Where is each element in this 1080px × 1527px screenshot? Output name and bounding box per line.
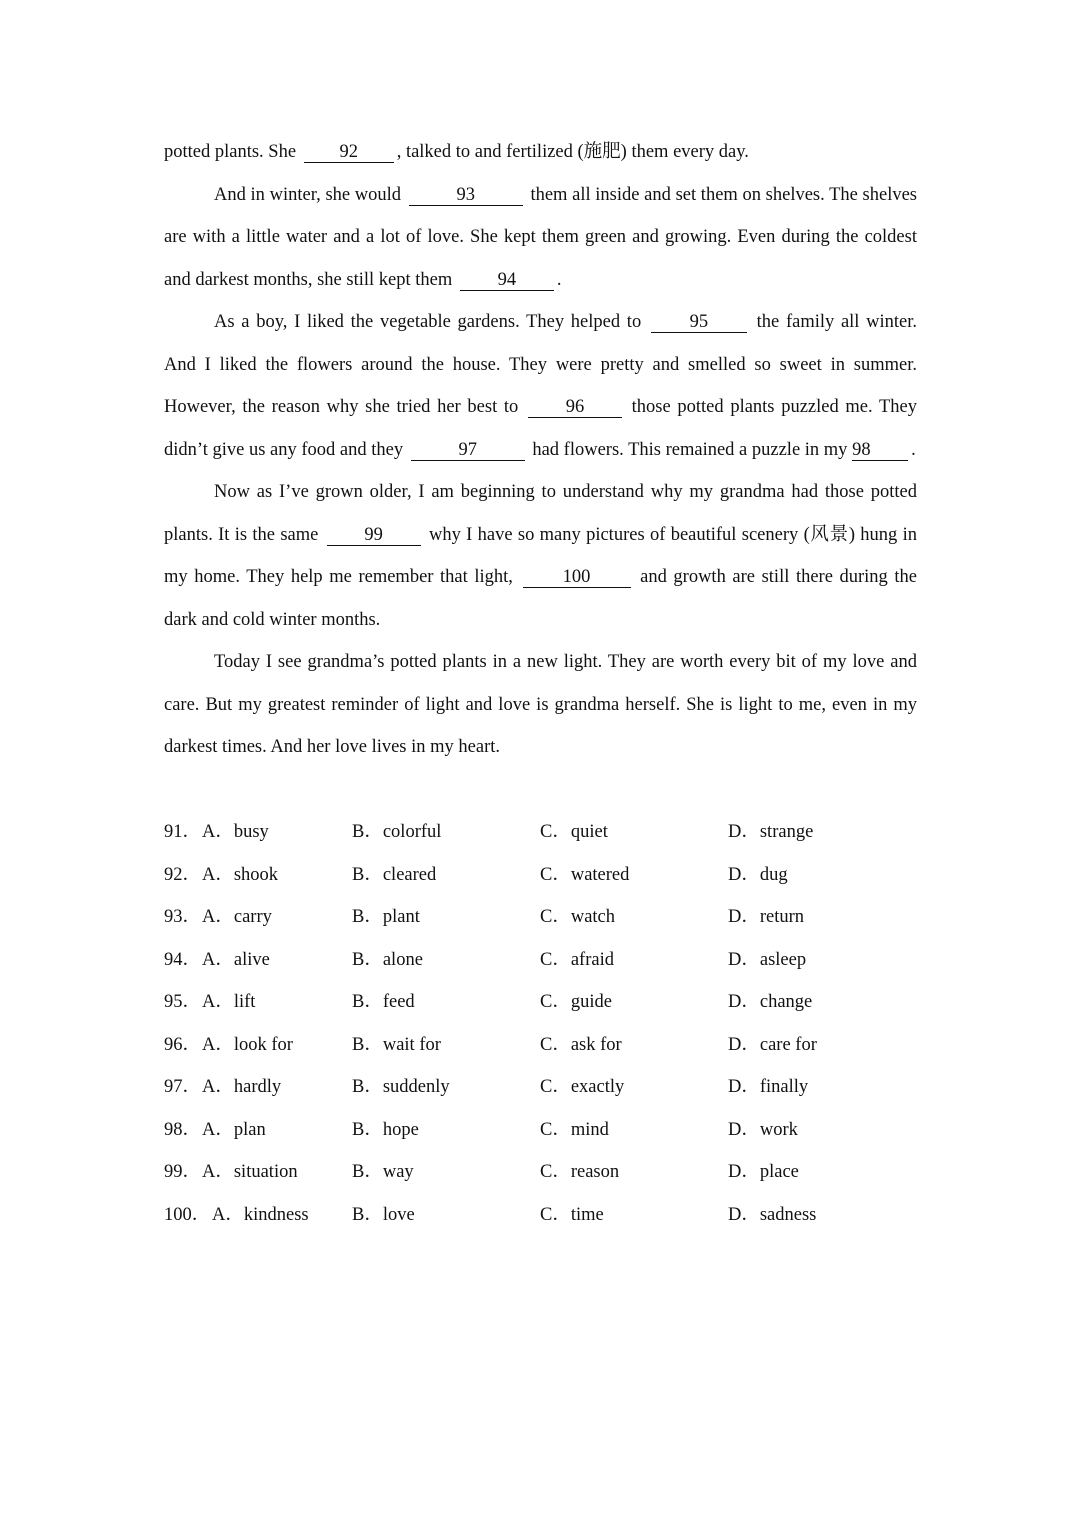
paragraph-text: had flowers. This remained a puzzle in my [532,439,848,460]
option-b: B．suddenly [352,1077,450,1097]
blank-98: 98 [852,440,908,461]
option-c: C．time [540,1204,604,1225]
option-a: A．kindness [212,1204,309,1225]
question-number: 91． [164,822,202,842]
question-row-92 [164,854,924,897]
option-d: D．finally [728,1077,809,1097]
paragraph-text: Today I see grandma’s potted plants in a new light. They are worth every bit of my love and care. But my greatest reminder of light and love is grandma herself. She is light to me, even in my darkest times. And her love lives in my heart. [164,652,917,757]
blank-100: 100 [523,567,631,588]
blank-93: 93 [409,185,523,206]
question-row-91 [164,811,924,854]
question-row-96 [164,1024,924,1067]
option-a: A．lift [202,992,256,1012]
option-c: C．mind [540,1119,609,1140]
option-c: C．reason [540,1162,620,1182]
option-b: B．hope [352,1119,419,1140]
question-number: 100． [164,1204,211,1225]
paragraph-text: them all inside and set them on shelves. The shelves are with a little water and a lot of love. She kept them green and growing. Even during the coldest and darkest months, she still kept them [164,184,918,290]
option-c: C．ask for [540,1034,622,1055]
paragraph-text: . [556,269,562,290]
option-d: D．return [728,907,805,927]
blank-99: 99 [327,525,421,546]
option-a: A．busy [202,822,269,842]
blank-96: 96 [528,397,622,418]
blank-92: 92 [304,142,394,163]
option-c: C．quiet [540,822,608,842]
question-row-94 [164,939,924,982]
option-a: A．hardly [202,1077,282,1097]
option-a: A．plan [202,1119,266,1140]
paragraph-text: and growth are still there during the dark and cold winter months. [164,567,917,630]
reading-passage [164,131,917,769]
option-a: A．carry [202,907,272,927]
option-c: C．afraid [540,949,614,970]
paragraph-5 [164,641,917,769]
answer-options [164,811,924,1236]
paragraph-text: . [911,439,916,460]
paragraph-text: potted plants. She [164,142,297,162]
paragraph-text: the family all winter. And I liked the flowers around the house. They were pretty and smelled so sweet in summer. However, the reason why she tried her best to [164,312,918,417]
option-b: B．alone [352,949,423,970]
blank-94: 94 [460,270,554,291]
option-c: C．guide [540,992,612,1012]
question-number: 99． [164,1162,202,1182]
option-d: D．asleep [728,949,807,970]
question-number: 96． [164,1034,202,1055]
question-row-97 [164,1066,924,1109]
option-a: A．shook [202,864,279,885]
question-number: 94． [164,949,202,970]
paragraph-text: And in winter, she would [214,184,402,205]
question-row-100 [164,1194,924,1237]
option-d: D．work [728,1119,798,1140]
paragraph-4 [164,471,917,641]
paragraph-3 [164,301,917,471]
option-b: B．cleared [352,864,437,885]
question-row-95 [164,981,924,1024]
option-c: C．watch [540,907,616,927]
question-number: 98． [164,1119,202,1140]
blank-97: 97 [411,440,525,461]
option-a: A．alive [202,949,270,970]
option-d: D．dug [728,864,788,885]
paragraph-text: , talked to and fertilized (施肥) them every day. [396,142,749,162]
option-b: B．love [352,1204,415,1225]
option-d: D．sadness [728,1204,817,1225]
paragraph-text: Now as I’ve grown older, I am beginning to understand why my grandma had those potted plants. It is the same [164,482,917,545]
option-b: B．colorful [352,822,442,842]
option-b: B．wait for [352,1034,441,1055]
option-b: B．feed [352,992,415,1012]
option-d: D．place [728,1162,799,1182]
paragraph-2 [164,174,917,302]
question-number: 92． [164,864,202,885]
question-row-93 [164,896,924,939]
option-c: C．exactly [540,1077,625,1097]
option-c: C．watered [540,864,630,885]
option-a: A．situation [202,1162,298,1182]
paragraph-text: As a boy, I liked the vegetable gardens. They helped to [214,312,642,332]
option-b: B．plant [352,907,420,927]
option-d: D．care for [728,1034,817,1055]
question-row-99 [164,1151,924,1194]
option-d: D．strange [728,822,814,842]
question-number: 93． [164,907,202,927]
option-d: D．change [728,992,813,1012]
option-b: B．way [352,1162,414,1182]
blank-95: 95 [651,312,747,333]
paragraph-text: those potted plants puzzled me. They didn’t give us any food and they [164,397,917,460]
option-a: A．look for [202,1034,293,1055]
paragraph-1 [164,131,917,174]
paragraph-text: why I have so many pictures of beautiful scenery (风景) hung in my home. They help me remember that light, [164,524,918,587]
question-number: 95． [164,992,202,1012]
question-number: 97． [164,1077,202,1097]
question-row-98 [164,1109,924,1152]
